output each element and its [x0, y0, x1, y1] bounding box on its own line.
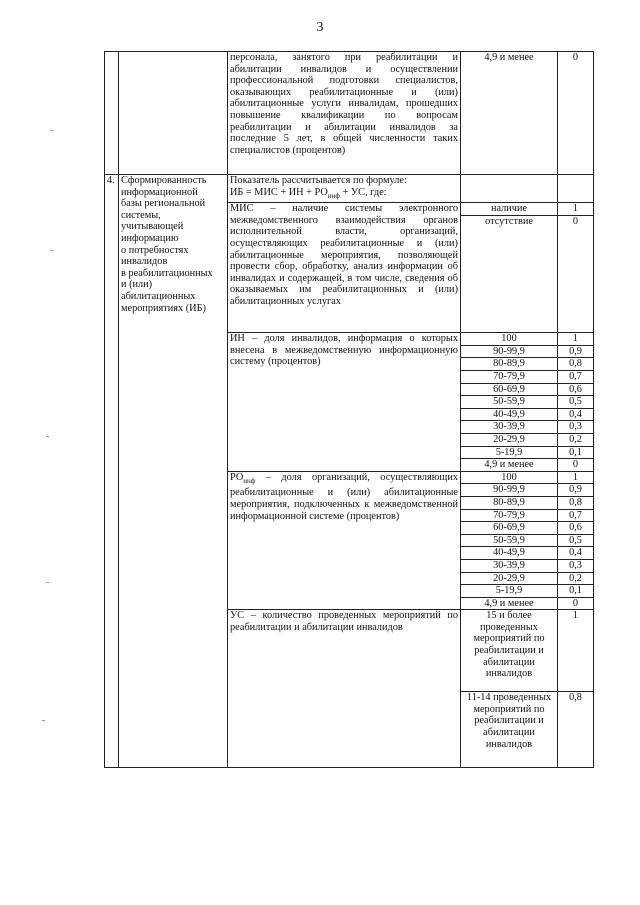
value-cell — [461, 175, 558, 203]
indicator-name-line: абилитационных — [121, 290, 196, 302]
value-cell: отсутствие — [461, 216, 558, 333]
formula-intro: Показатель рассчитывается по формуле: — [230, 175, 407, 186]
value-cell: 20-29,9 — [461, 572, 558, 585]
value-cell: 50-59,9 — [461, 396, 558, 409]
value-cell: 30-39,9 — [461, 559, 558, 572]
number-cell — [105, 52, 119, 175]
value-cell: 4,9 и менее — [461, 459, 558, 472]
description-cell: персонала, занятого при реабилитации и абилитации инвалидов и осуществлении профессиональной подготовки специалистов, оказывающих реабилитационные и (или) абилитационные услуги инвалидам, прошедших повышение квалификации по вопросам реабилитации и абилитации инвалидов за последние 5 лет, в общей численности таких специалистов (процентов) — [228, 52, 461, 175]
score-cell: 0,8 — [558, 358, 594, 371]
score-cell: 0 — [558, 597, 594, 610]
name-cell — [119, 52, 228, 175]
value-cell: 11-14 проведенных мероприятий по реабилитации и абилитации инвалидов — [461, 692, 558, 768]
score-cell: 0,7 — [558, 371, 594, 384]
value-cell: 5-19,9 — [461, 446, 558, 459]
value-cell: 15 и более проведенных мероприятий по реабилитации и абилитации инвалидов — [461, 610, 558, 692]
score-cell: 0,2 — [558, 572, 594, 585]
score-cell: 0 — [558, 52, 594, 175]
formula: ИБ = МИС + ИН + $РО_{инф}$ + УС, где: — [230, 186, 387, 200]
score-cell: 0,4 — [558, 547, 594, 560]
scan-mark — [46, 582, 49, 583]
score-cell: 0,3 — [558, 559, 594, 572]
indicator-name — [119, 175, 228, 768]
value-cell: 90-99,9 — [461, 484, 558, 497]
value-cell: 4,9 и менее — [461, 52, 558, 175]
value-cell: 80-89,9 — [461, 358, 558, 371]
value-cell: 30-39,9 — [461, 421, 558, 434]
value-cell: 70-79,9 — [461, 371, 558, 384]
score-cell: 1 — [558, 333, 594, 346]
value-cell: 20-29,9 — [461, 433, 558, 446]
value-cell: 40-49,9 — [461, 547, 558, 560]
table-row — [105, 52, 594, 175]
score-cell: 0,2 — [558, 433, 594, 446]
score-cell: 0,8 — [558, 692, 594, 768]
score-cell: 0,9 — [558, 484, 594, 497]
indicator-name-line: о потребностях — [121, 244, 189, 256]
value-cell: 5-19,9 — [461, 585, 558, 598]
component-description: ИН – доля инвалидов, информация о которых внесена в межведомственную информационную систему (процентов) — [228, 333, 461, 472]
score-cell: 0,4 — [558, 408, 594, 421]
value-cell: 40-49,9 — [461, 408, 558, 421]
table-row — [105, 175, 594, 203]
indicator-name-line: в реабилитационных — [121, 267, 213, 279]
value-cell: 60-69,9 — [461, 383, 558, 396]
component-description: МИС – наличие системы электронного межведомственного взаимодействия органов исполнительной власти, организаций, осуществляющих реабилитационные и (или) абилитационные мероприятия, позволяющей провести сбор, обработку, анализ информации об инвалидах и содержащей, в том числе, сведения об оказываемых им реабилитационных и (или) абилитационных услугах — [228, 203, 461, 333]
indicator-name-line: и (или) — [121, 279, 153, 291]
scan-mark — [50, 250, 53, 251]
formula-cell — [228, 175, 461, 203]
score-cell — [558, 175, 594, 203]
score-cell: 0 — [558, 459, 594, 472]
value-cell: 50-59,9 — [461, 534, 558, 547]
value-cell: 60-69,9 — [461, 522, 558, 535]
score-cell: 0,3 — [558, 421, 594, 434]
score-cell: 0,1 — [558, 585, 594, 598]
component-description: УС – количество проведенных мероприятий по реабилитации и абилитации инвалидов — [228, 610, 461, 768]
indicators-table — [104, 51, 594, 768]
page-number: 3 — [316, 20, 324, 35]
scan-mark — [50, 130, 53, 131]
score-cell: 0,1 — [558, 446, 594, 459]
score-cell: 0,5 — [558, 534, 594, 547]
indicator-name-line: инвалидов — [121, 256, 168, 268]
score-cell: 0 — [558, 216, 594, 333]
indicator-name-line: информацию — [121, 232, 179, 244]
value-cell: 70-79,9 — [461, 509, 558, 522]
value-cell: 4,9 и менее — [461, 597, 558, 610]
indicator-name-line: информационной — [121, 186, 198, 198]
indicator-name-line: мероприятиях (ИБ) — [121, 302, 206, 314]
score-cell: 0,6 — [558, 383, 594, 396]
score-cell: 1 — [558, 203, 594, 216]
score-cell: 0,6 — [558, 522, 594, 535]
score-cell: 1 — [558, 471, 594, 484]
score-cell: 0,7 — [558, 509, 594, 522]
indicator-number: 4. — [105, 175, 119, 768]
value-cell: 90-99,9 — [461, 345, 558, 358]
indicator-name-line: Сформированность — [121, 175, 207, 186]
score-cell: 0,5 — [558, 396, 594, 409]
indicator-name-line: системы, — [121, 209, 161, 221]
indicator-name-line: учитывающей — [121, 221, 184, 233]
component-description: $РО_{инф}$ – доля организаций, осуществляющих реабилитационные и (или) абилитационные мероприятия, подключенных к межведомственной информационной системе (процентов) — [228, 471, 461, 610]
value-cell: 80-89,9 — [461, 496, 558, 509]
score-cell: 0,8 — [558, 496, 594, 509]
scan-mark — [42, 720, 45, 721]
score-cell: 0,9 — [558, 345, 594, 358]
scan-mark — [46, 436, 49, 437]
value-cell: наличие — [461, 203, 558, 216]
value-cell: 100 — [461, 333, 558, 346]
value-cell: 100 — [461, 471, 558, 484]
score-cell: 1 — [558, 610, 594, 692]
indicator-name-line: базы региональной — [121, 198, 206, 210]
